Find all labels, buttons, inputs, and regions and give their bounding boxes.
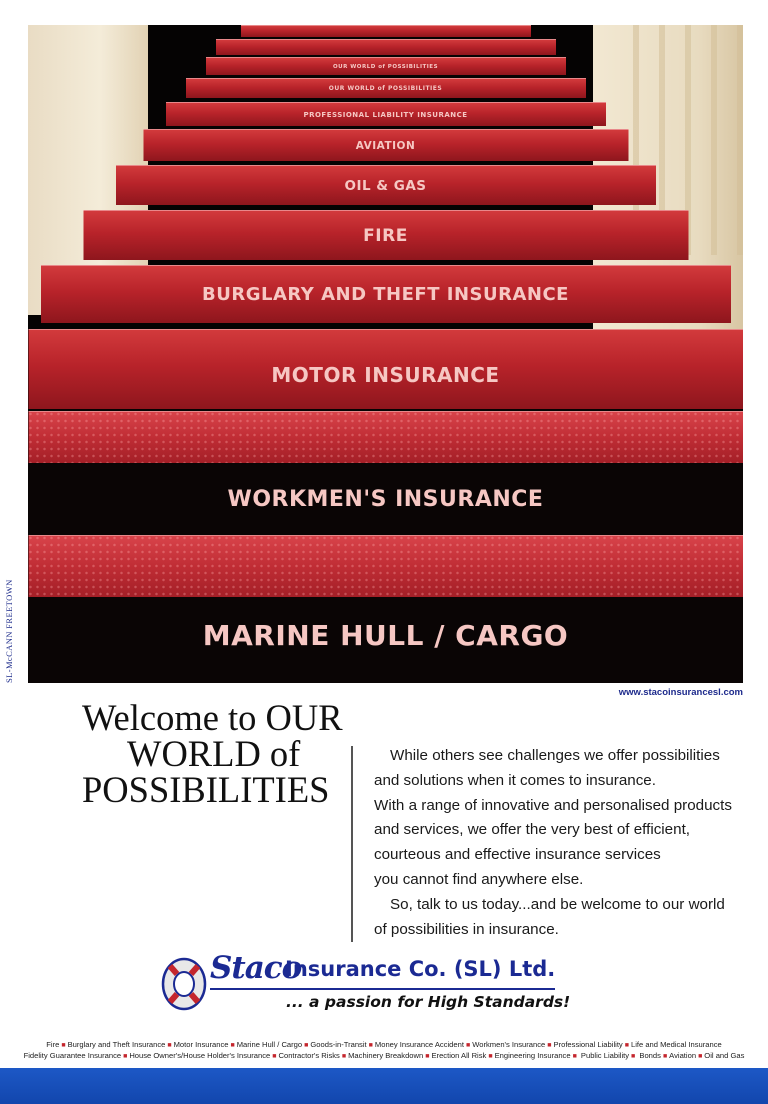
bullet-separator: ■ xyxy=(547,1042,552,1049)
carpet-step xyxy=(216,39,556,55)
bullet-separator: ■ xyxy=(624,1042,629,1049)
body-line: While others see challenges we offer possibilities xyxy=(390,747,720,764)
product-item: Erection All Risk xyxy=(431,1051,487,1060)
product-item: Aviation xyxy=(669,1051,697,1060)
product-item: Oil and Gas xyxy=(704,1051,745,1060)
step-label: FIRE xyxy=(363,225,408,246)
bullet-separator: ■ xyxy=(304,1042,309,1049)
carpet-step-7 xyxy=(41,265,731,323)
body-line: of possibilities in insurance. xyxy=(374,920,559,938)
bullet-separator: ■ xyxy=(662,1053,668,1060)
step-label: PROFESSIONAL LIABILITY INSURANCE xyxy=(303,110,468,119)
carpet-step-5 xyxy=(116,165,656,205)
staircase-hero-image xyxy=(28,25,743,683)
welcome-line: POSSIBILITIES xyxy=(82,769,330,810)
product-item: Workmen's Insurance xyxy=(472,1040,546,1049)
carpet-step-9 xyxy=(28,463,743,535)
body-line: and services, we offer the very best of efficient, xyxy=(374,821,691,839)
welcome-line: Welcome to OUR xyxy=(82,697,343,738)
bullet-separator: ■ xyxy=(167,1042,172,1049)
step-label: OUR WORLD of POSSIBILITIES xyxy=(332,63,439,70)
bullet-separator: ■ xyxy=(123,1053,128,1060)
step-label: AVIATION xyxy=(355,139,416,152)
tagline: ... a passion for High Standards! xyxy=(286,993,571,1011)
bullet-separator: ■ xyxy=(61,1042,66,1049)
bullet-separator: ■ xyxy=(488,1053,493,1060)
product-item: Burglary and Theft Insurance xyxy=(67,1040,166,1049)
carpet-step-6 xyxy=(83,210,688,260)
product-item: Fidelity Guarantee Insurance xyxy=(23,1051,122,1060)
body-line: With a range of innovative and personalised products xyxy=(374,796,732,814)
lifebuoy-icon xyxy=(160,956,208,1012)
carpet-step-4 xyxy=(143,129,628,161)
product-item: Machinery Breakdown xyxy=(348,1051,424,1060)
welcome-heading xyxy=(82,697,352,810)
website-link[interactable]: www.stacoinsurancesl.com xyxy=(618,687,743,698)
body-line: you cannot find anywhere else. xyxy=(374,870,584,888)
carpet-step-8 xyxy=(28,329,743,409)
vertical-divider xyxy=(351,746,353,942)
product-item: Public Liability xyxy=(578,1051,630,1060)
logo-underline xyxy=(210,988,555,990)
product-item: Bonds xyxy=(637,1051,661,1060)
bullet-separator: ■ xyxy=(272,1053,277,1060)
bullet-separator: ■ xyxy=(230,1042,235,1049)
carpet-step xyxy=(241,25,531,37)
step-label: WORKMEN'S INSURANCE xyxy=(227,486,544,512)
carpet-step-10 xyxy=(28,603,743,667)
carpet-tread xyxy=(28,535,743,597)
brand-wordmark: Staco xyxy=(210,950,302,986)
carpet-tread xyxy=(28,411,743,463)
product-item: Contractor's Risks xyxy=(278,1051,340,1060)
product-item: Motor Insurance xyxy=(173,1040,229,1049)
bullet-separator: ■ xyxy=(465,1042,471,1049)
product-item: Professional Liability xyxy=(553,1040,623,1049)
step-label: MOTOR INSURANCE xyxy=(271,362,500,387)
agency-credit: SL-McCANN FREETOWN xyxy=(4,579,14,683)
company-name: Insurance Co. (SL) Ltd. xyxy=(285,957,556,981)
step-label: OIL & GAS xyxy=(344,177,427,194)
products-list-row-1 xyxy=(10,1040,758,1049)
product-item: Engineering Insurance xyxy=(494,1051,571,1060)
bullet-separator: ■ xyxy=(572,1053,577,1060)
step-label: OUR WORLD of POSSIBILITIES xyxy=(328,85,443,92)
product-item: Life and Medical Insurance xyxy=(630,1040,722,1049)
footer-bar xyxy=(0,1068,768,1104)
intro-paragraph xyxy=(374,744,734,942)
product-item: Goods-in-Transit xyxy=(310,1040,367,1049)
body-line: So, talk to us today...and be welcome to our world xyxy=(390,895,725,913)
product-item: Marine Hull / Cargo xyxy=(236,1040,303,1049)
bullet-separator: ■ xyxy=(698,1053,703,1060)
product-item: Money Insurance Accident xyxy=(374,1040,464,1049)
step-label: MARINE HULL / CARGO xyxy=(202,618,569,652)
step-label: BURGLARY AND THEFT INSURANCE xyxy=(202,284,569,305)
product-item: Fire xyxy=(46,1040,60,1049)
carpet-step-3 xyxy=(166,102,606,126)
bullet-separator: ■ xyxy=(368,1042,373,1049)
bullet-separator: ■ xyxy=(425,1053,430,1060)
bullet-separator: ■ xyxy=(341,1053,347,1060)
product-item: House Owner's/House Holder's Insurance xyxy=(129,1051,271,1060)
welcome-line: WORLD of xyxy=(127,733,301,774)
carpet-step-1 xyxy=(206,57,566,75)
bullet-separator: ■ xyxy=(631,1053,636,1060)
products-list-row-2 xyxy=(10,1051,758,1060)
company-logo xyxy=(160,950,571,1022)
body-line: and solutions when it comes to insurance. xyxy=(374,771,656,789)
carpet-step-2 xyxy=(186,78,586,98)
body-line: courteous and effective insurance services xyxy=(374,846,661,864)
